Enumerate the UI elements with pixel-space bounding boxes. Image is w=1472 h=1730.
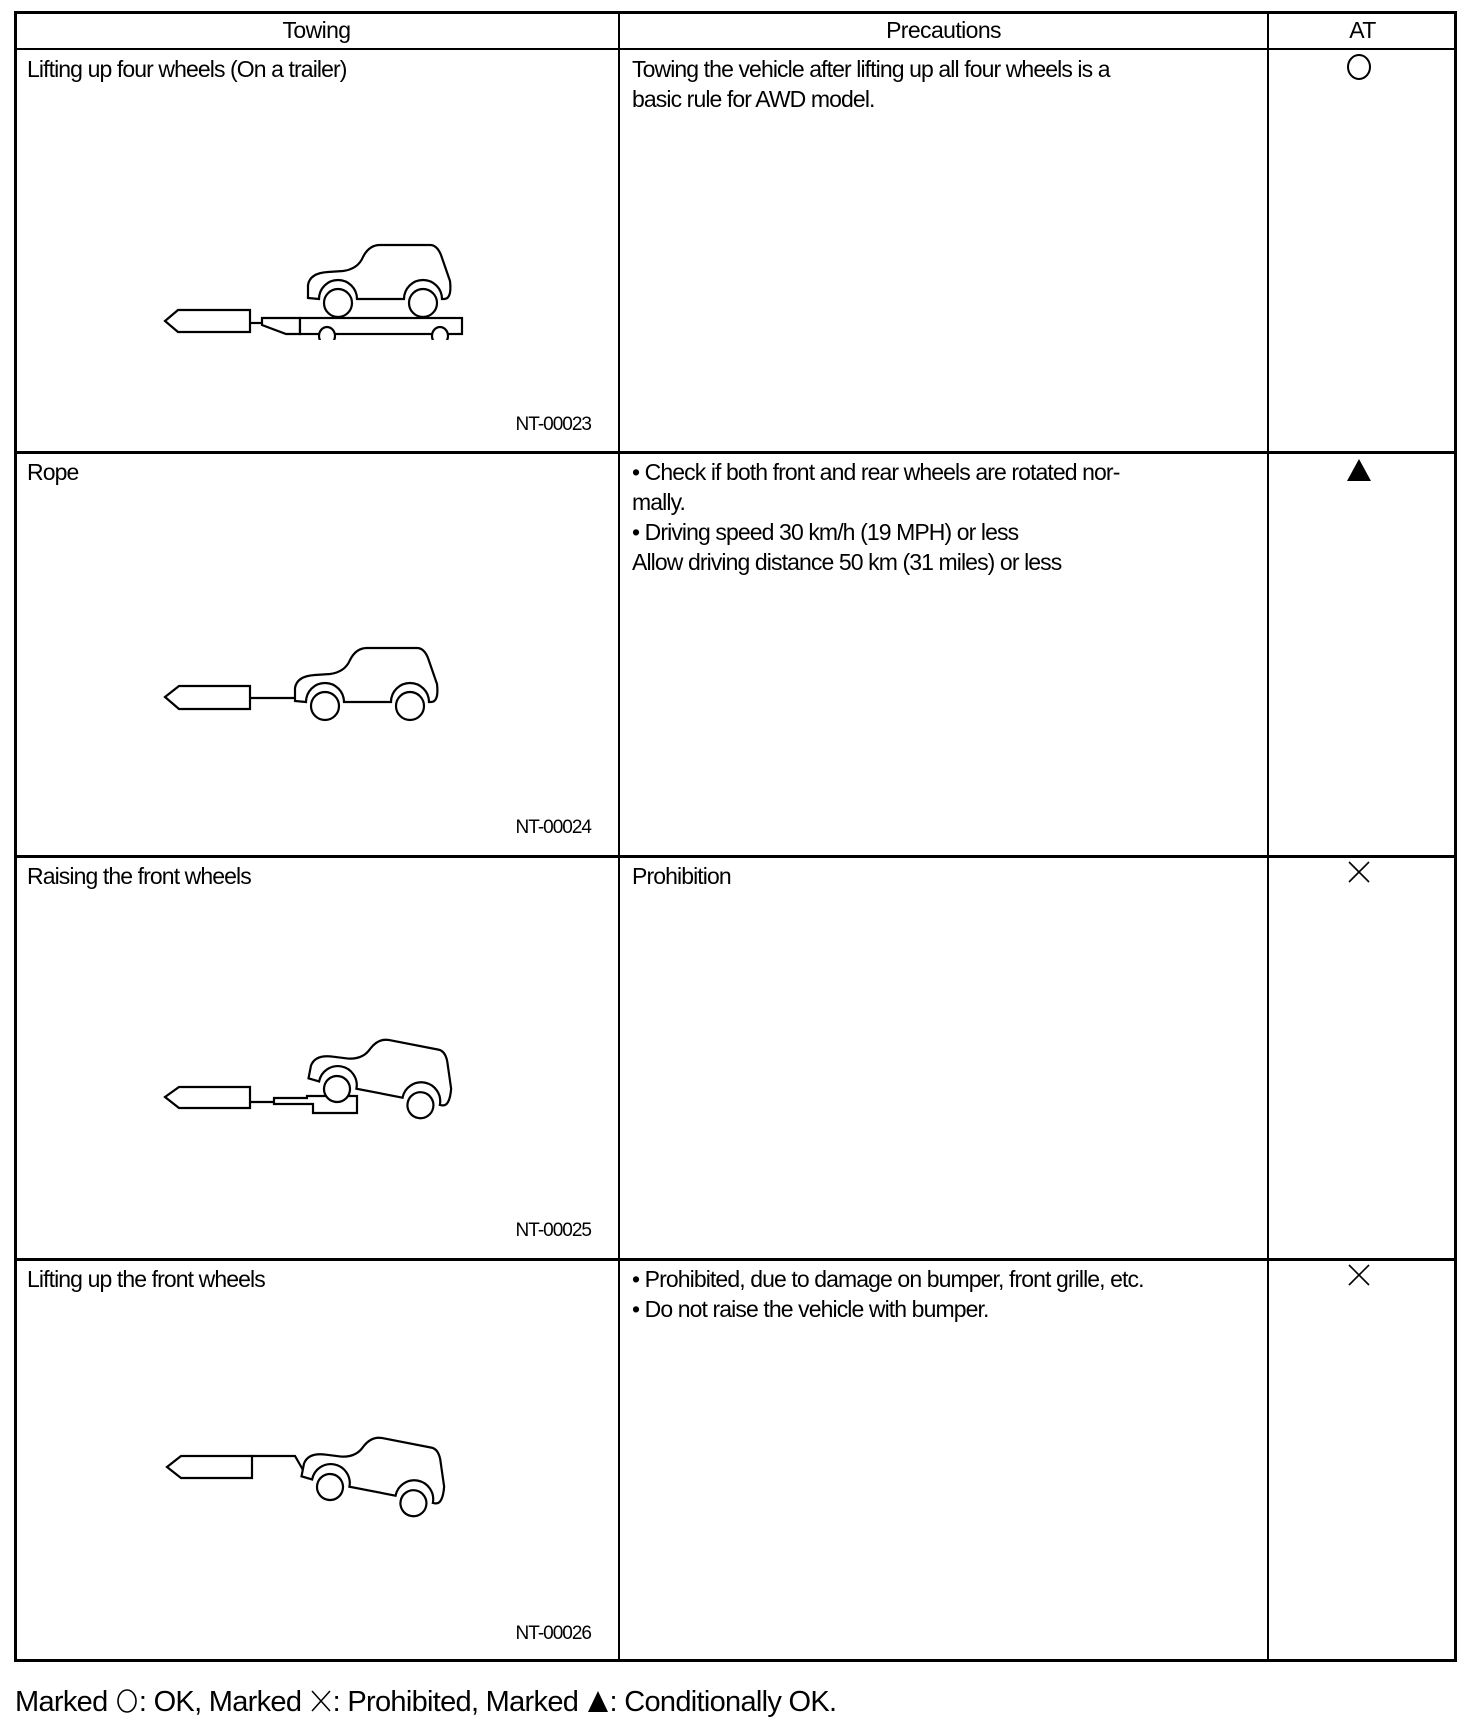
towing-method: Rope <box>27 459 79 485</box>
figure-id: NT-00023 <box>515 414 591 435</box>
circle-icon <box>1345 53 1373 81</box>
legend-text: Marked <box>15 1686 108 1718</box>
precautions-text <box>632 861 731 891</box>
precautions-text <box>632 457 1119 577</box>
precaution-bullet: • Do not raise the vehicle with bumper. <box>632 1296 989 1322</box>
triangle-icon <box>586 1688 610 1714</box>
trailer-towing-illustration <box>150 230 470 340</box>
symbol-legend <box>15 1686 836 1719</box>
header-at: AT <box>1349 17 1376 43</box>
cross-icon <box>1345 1261 1373 1289</box>
precaution-line: Allow driving distance 50 km (31 miles) or less <box>632 549 1062 575</box>
circle-icon <box>115 1688 139 1714</box>
figure-id: NT-00026 <box>515 1623 591 1644</box>
legend-text: : OK, Marked <box>138 1686 302 1718</box>
front-raised-towing-illustration <box>150 1030 470 1140</box>
row-divider <box>14 1258 1457 1261</box>
legend-text: : Conditionally OK. <box>609 1686 837 1718</box>
column-divider <box>1267 11 1269 1662</box>
precaution-bullet: • Prohibited, due to damage on bumper, front grille, etc. <box>632 1266 1144 1292</box>
figure-id: NT-00024 <box>515 817 591 838</box>
front-lifted-towing-illustration <box>150 1430 470 1540</box>
towing-method: Lifting up four wheels (On a trailer) <box>27 56 347 82</box>
precaution-line: Towing the vehicle after lifting up all four wheels is a <box>632 56 1110 82</box>
precaution-bullet: • Check if both front and rear wheels are rotated nor- <box>632 459 1120 485</box>
header-precautions: Precautions <box>886 17 1001 43</box>
triangle-icon <box>1345 456 1373 484</box>
column-divider <box>618 11 620 1662</box>
row-divider <box>14 451 1457 454</box>
row-divider <box>14 855 1457 858</box>
towing-method: Raising the front wheels <box>27 863 251 889</box>
cross-icon <box>1345 858 1373 886</box>
precaution-line: Prohibition <box>632 863 731 889</box>
header-towing: Towing <box>282 17 351 43</box>
precautions-text <box>632 1264 1144 1324</box>
precautions-text <box>632 54 1110 114</box>
towing-method: Lifting up the front wheels <box>27 1266 265 1292</box>
precaution-bullet: • Driving speed 30 km/h (19 MPH) or less <box>632 519 1019 545</box>
precaution-line: mally. <box>632 489 685 515</box>
rope-towing-illustration <box>150 630 470 740</box>
figure-id: NT-00025 <box>515 1220 591 1241</box>
precaution-line: basic rule for AWD model. <box>632 86 875 112</box>
cross-icon <box>309 1688 333 1714</box>
legend-text: : Prohibited, Marked <box>332 1686 579 1718</box>
